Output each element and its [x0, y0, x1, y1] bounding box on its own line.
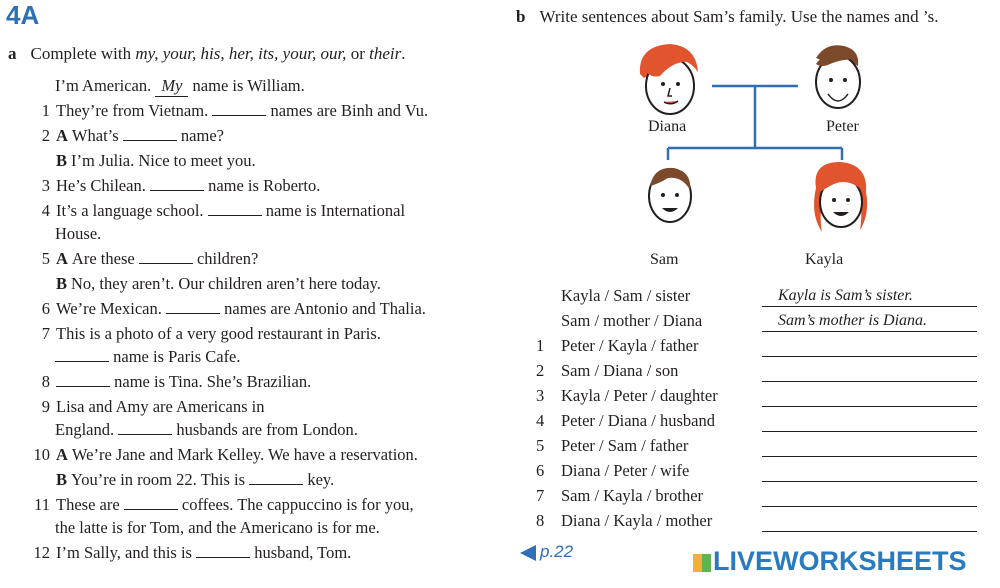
item-text-before: Lisa and Amy are Americans in	[56, 397, 265, 416]
answer-line[interactable]	[762, 487, 977, 507]
exercise-a-item	[30, 126, 224, 146]
page-ref-label: p.22	[540, 542, 574, 561]
example-before: I’m American.	[55, 76, 156, 95]
item-number: 9	[41, 397, 50, 416]
exercise-a-item	[30, 543, 351, 563]
item-text-continued: name is Paris Cafe.	[109, 347, 241, 366]
section-a-words: my, your, his, her, its, your, our,	[135, 44, 347, 63]
exercise-a-item	[30, 201, 405, 221]
item-text-after: husband, Tom.	[250, 543, 352, 562]
example-answer: Kayla is Sam’s sister.	[762, 287, 977, 307]
section-a-last: their	[369, 44, 402, 63]
exercise-a-item-continued	[55, 420, 358, 440]
exercise-a-item	[30, 176, 320, 196]
tree-name-peter: Peter	[826, 118, 859, 135]
answer-blank[interactable]	[196, 545, 250, 558]
item-prompt: Sam / Kayla / brother	[561, 486, 704, 505]
section-a-end: .	[401, 44, 406, 63]
item-text-before: This is a photo of a very good restaurant in Paris.	[56, 324, 381, 343]
exercise-a-item	[30, 299, 426, 319]
item-number: 6	[536, 461, 545, 480]
sam-illustration	[649, 168, 691, 222]
exercise-b-item	[536, 361, 678, 381]
example-prompt: Kayla / Sam / sister	[561, 286, 691, 305]
exercise-b-item	[536, 386, 718, 406]
tree-name-diana: Diana	[648, 118, 687, 135]
item-text-continued: the latte is for Tom, and the Americano is for me.	[55, 518, 380, 537]
item-text-before: You’re in room 22. This is	[71, 470, 250, 489]
speaker-label: A	[56, 445, 68, 464]
speaker-label: B	[56, 470, 68, 489]
item-prompt: Peter / Kayla / father	[561, 336, 699, 355]
item-number: 7	[536, 486, 545, 505]
tree-name-sam: Sam	[650, 251, 679, 268]
section-a-prefix: Complete with	[30, 44, 136, 63]
exercise-b-item	[536, 511, 712, 531]
brand-text: LIVEWORKSHEETS	[713, 546, 967, 576]
example-answer: Sam’s mother is Diana.	[762, 312, 977, 332]
example-prompt: Sam / mother / Diana	[561, 311, 703, 330]
answer-line[interactable]	[762, 412, 977, 432]
exercise-a-item	[30, 470, 334, 490]
peter-illustration	[816, 45, 860, 108]
answer-blank[interactable]	[118, 422, 172, 435]
exercise-a-item	[30, 372, 311, 392]
answer-blank[interactable]	[56, 374, 110, 387]
answer-blank[interactable]	[124, 497, 178, 510]
exercise-a-item	[30, 274, 381, 294]
item-prompt: Peter / Diana / husband	[561, 411, 715, 430]
item-number: 4	[536, 411, 545, 430]
item-number: 8	[41, 372, 50, 391]
speaker-label: B	[56, 274, 68, 293]
exercise-b-item	[536, 336, 698, 356]
item-number: 1	[536, 336, 545, 355]
section-a-header	[8, 44, 405, 64]
item-text-after: coffees. The cappuccino is for you,	[177, 495, 414, 514]
brand-logo	[693, 546, 967, 577]
answer-blank[interactable]	[166, 301, 220, 314]
item-text-after: name is Tina. She’s Brazilian.	[110, 372, 312, 391]
item-number: 2	[536, 361, 545, 380]
answer-line[interactable]	[762, 462, 977, 482]
section-b-instruction: Write sentences about Sam’s family. Use the names and ’s.	[539, 7, 939, 26]
item-text-before: It’s a language school.	[56, 201, 208, 220]
item-number: 10	[33, 445, 50, 464]
exercise-a-item-continued	[55, 347, 241, 367]
item-number: 6	[41, 299, 50, 318]
tree-name-kayla: Kayla	[805, 251, 844, 268]
answer-blank[interactable]	[55, 349, 109, 362]
item-text-before: They’re from Vietnam.	[56, 101, 213, 120]
exercise-a-item	[30, 445, 418, 465]
brand-icon	[693, 554, 711, 572]
item-number: 11	[34, 495, 50, 514]
answer-line[interactable]	[762, 512, 977, 532]
speaker-label: B	[56, 151, 68, 170]
page-reference[interactable]	[520, 542, 573, 562]
exercise-a-item	[30, 101, 428, 121]
diana-illustration	[640, 44, 698, 114]
example-answer: My	[155, 76, 188, 97]
item-prompt: Sam / Diana / son	[561, 361, 679, 380]
kayla-illustration	[814, 162, 867, 232]
item-prompt: Kayla / Peter / daughter	[561, 386, 718, 405]
item-text-after: names are Antonio and Thalia.	[220, 299, 426, 318]
answer-blank[interactable]	[150, 178, 204, 191]
family-tree	[630, 38, 880, 270]
item-text-before: I’m Julia. Nice to meet you.	[71, 151, 256, 170]
exercise-a-item	[30, 495, 414, 515]
item-text-before: I’m Sally, and this is	[56, 543, 197, 562]
exercise-b-item	[536, 436, 688, 456]
item-text-before: What’s	[71, 126, 123, 145]
section-a-or: or	[346, 44, 370, 63]
exercise-b-item	[536, 411, 715, 431]
item-text-before: He’s Chilean.	[56, 176, 150, 195]
section-b-header	[516, 7, 939, 27]
item-prompt: Diana / Peter / wife	[561, 461, 690, 480]
item-number: 8	[536, 511, 545, 530]
item-number: 12	[33, 543, 50, 562]
item-text-before: We’re Jane and Mark Kelley. We have a reservation.	[71, 445, 418, 464]
item-text-after: name is Roberto.	[203, 176, 321, 195]
item-text-after: key.	[303, 470, 335, 489]
answer-blank[interactable]	[123, 128, 177, 141]
exercise-a-item	[30, 397, 264, 417]
answer-line[interactable]	[762, 387, 977, 407]
speaker-label: A	[56, 249, 68, 268]
item-text-before: We’re Mexican.	[56, 299, 166, 318]
answer-line[interactable]	[762, 437, 977, 457]
item-number: 7	[41, 324, 50, 343]
back-arrow-icon	[520, 545, 536, 561]
answer-blank[interactable]	[208, 203, 262, 216]
section-b-letter: b	[516, 7, 526, 26]
exercise-b-item	[536, 486, 703, 506]
item-number: 1	[41, 101, 50, 120]
answer-blank[interactable]	[139, 251, 193, 264]
exercise-a-item	[30, 324, 381, 344]
exercise-a-item	[30, 249, 258, 269]
item-text-continued: England.	[55, 420, 119, 439]
answer-line[interactable]	[762, 362, 977, 382]
item-text-after: name?	[176, 126, 224, 145]
item-text-before: No, they aren’t. Our children aren’t here today.	[71, 274, 381, 293]
item-text-after: names are Binh and Vu.	[266, 101, 429, 120]
speaker-label: A	[56, 126, 68, 145]
item-text-after: children?	[192, 249, 259, 268]
item-text-continued: House.	[55, 224, 102, 243]
item-number: 3	[536, 386, 545, 405]
example-after: name is William.	[188, 76, 305, 95]
exercise-a-item-continued	[55, 224, 101, 244]
item-text-before: These are	[56, 495, 124, 514]
item-text-continued-after: husbands are from London.	[172, 420, 358, 439]
exercise-b-item	[536, 461, 689, 481]
answer-blank[interactable]	[249, 472, 303, 485]
unit-title: 4A	[6, 0, 40, 30]
item-number: 5	[41, 249, 50, 268]
item-text-after: name is International	[261, 201, 406, 220]
exercise-a-item	[30, 151, 256, 171]
answer-line[interactable]	[762, 337, 977, 357]
item-number: 4	[41, 201, 50, 220]
section-a-letter: a	[8, 44, 17, 63]
item-number: 3	[41, 176, 50, 195]
answer-blank[interactable]	[212, 103, 266, 116]
item-text-before: Are these	[71, 249, 139, 268]
item-prompt: Diana / Kayla / mother	[561, 511, 713, 530]
item-prompt: Peter / Sam / father	[561, 436, 689, 455]
exercise-a-item-continued	[55, 518, 380, 538]
section-a-example	[55, 76, 305, 97]
item-number: 2	[41, 126, 50, 145]
item-number: 5	[536, 436, 545, 455]
